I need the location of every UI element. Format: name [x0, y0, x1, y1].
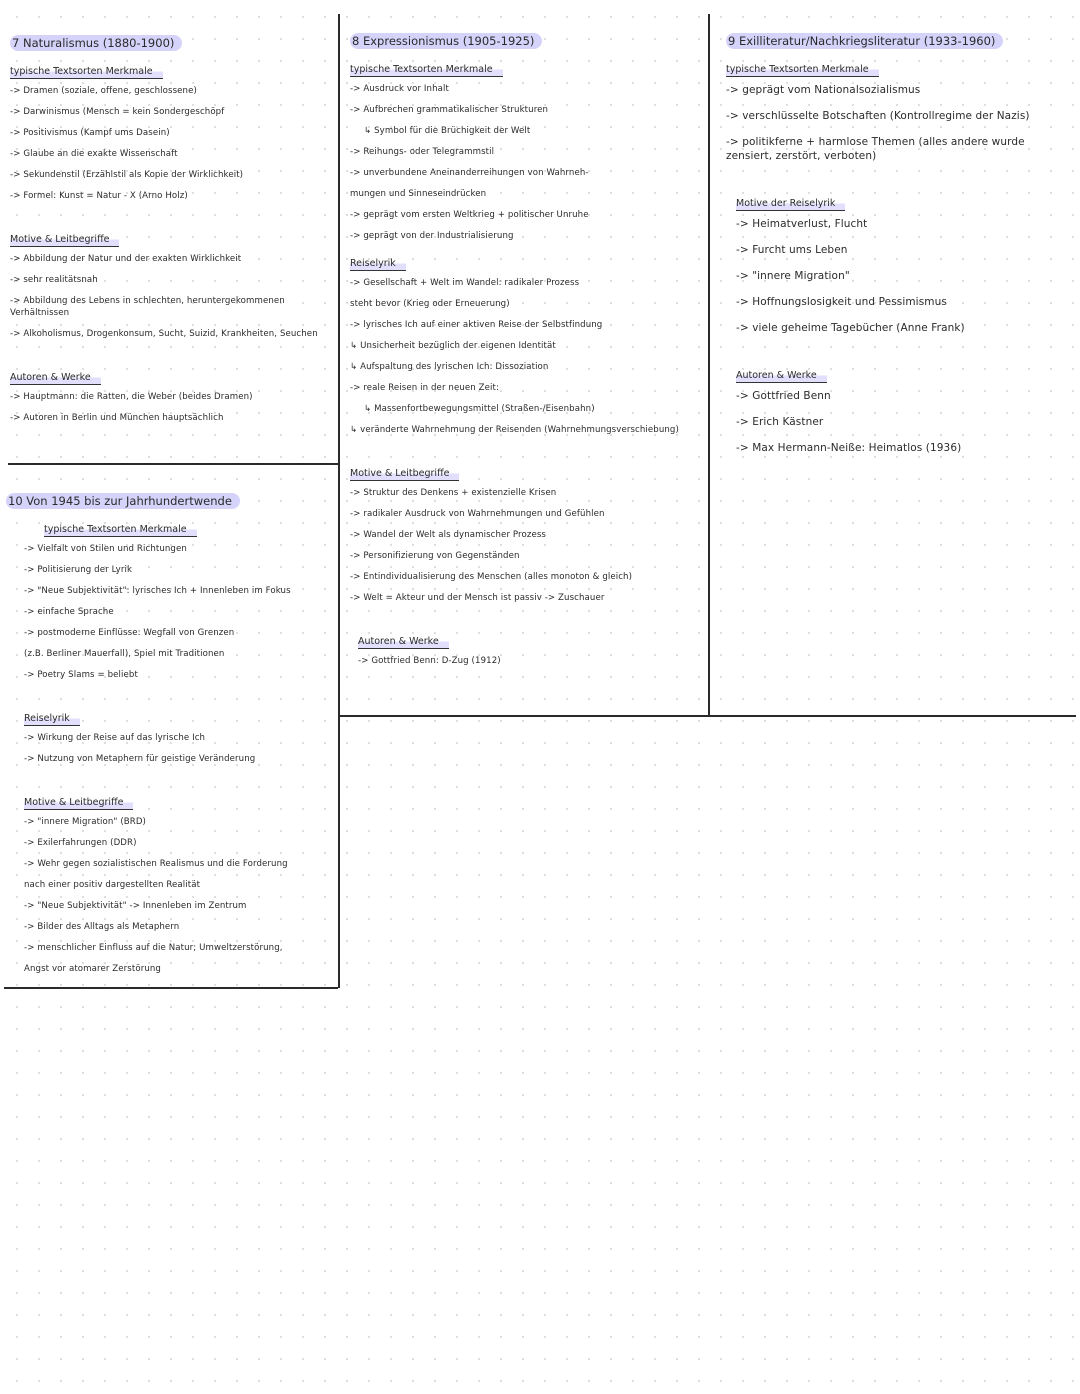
subheading-motive: Motive & Leitbegriffe [10, 234, 119, 247]
list-item: -> Wirkung der Reise auf das lyrische Ich [24, 733, 206, 743]
list-item: ↳ Massenfortbewegungsmittel (Straßen-/Eisenbahn) [364, 404, 595, 414]
list-item: -> menschlicher Einfluss auf die Natur; Umweltzerstörung, [24, 943, 283, 953]
list-item: ↳ Unsicherheit bezüglich der eigenen Identität [350, 341, 556, 351]
list-item: -> Poetry Slams = beliebt [24, 670, 138, 680]
list-item: (z.B. Berliner Mauerfall), Spiel mit Traditionen [24, 649, 225, 659]
subheading-motive: Motive der Reiselyrik [736, 198, 845, 211]
divider-col1-col2 [338, 14, 340, 988]
list-item: mungen und Sinneseindrücken [350, 189, 487, 199]
list-item: -> Abbildung der Natur und der exakten Wirklichkeit [10, 254, 242, 264]
list-item: -> Gottfried Benn [736, 390, 831, 402]
list-item: -> reale Reisen in der neuen Zeit: [350, 383, 499, 393]
list-item: -> politikferne + harmlose Themen (alles andere wurde zensiert, zerstört, verboten) [726, 136, 1025, 162]
list-item: -> Positivismus (Kampf ums Dasein) [10, 128, 170, 138]
subheading-motive: Motive & Leitbegriffe [24, 797, 133, 810]
list-item: -> Wandel der Welt als dynamischer Prozess [350, 530, 546, 540]
list-item: -> Hauptmann: die Ratten, die Weber (beides Dramen) [10, 392, 253, 402]
list-item: -> Autoren in Berlin und München hauptsächlich [10, 413, 224, 423]
list-item: -> Wehr gegen sozialistischen Realismus und die Forderung [24, 859, 288, 869]
list-item: -> Politisierung der Lyrik [24, 565, 133, 575]
subheading-merkmale: typische Textsorten Merkmale [44, 524, 197, 537]
section-heading: 7 Naturalismus (1880-1900) [10, 35, 182, 51]
subheading-merkmale: typische Textsorten Merkmale [350, 64, 503, 77]
list-item: -> Sekundenstil (Erzählstil als Kopie der Wirklichkeit) [10, 170, 244, 180]
list-item: -> Alkoholismus, Drogenkonsum, Sucht, Suizid, Krankheiten, Seuchen [10, 329, 318, 339]
list-item: -> Abbildung des Lebens in schlechten, heruntergekommenen Verhältnissen [10, 296, 285, 318]
list-item: -> Furcht ums Leben [736, 244, 848, 256]
section-expressionismus [350, 30, 702, 676]
list-item: Angst vor atomarer Zerstörung [24, 964, 161, 974]
list-item: -> geprägt vom Nationalsozialismus [726, 84, 921, 96]
section-heading: 10 Von 1945 bis zur Jahrhundertwende [6, 493, 240, 509]
subheading-motive: Motive & Leitbegriffe [350, 468, 459, 481]
list-item: -> "Neue Subjektivität": lyrisches Ich + Innenleben im Fokus [24, 586, 291, 596]
list-item: -> Ausdruck vor Inhalt [350, 84, 449, 94]
list-item: -> Bilder des Alltags als Metaphern [24, 922, 180, 932]
list-item: -> "innere Migration" [736, 270, 850, 282]
list-item: ↳ veränderte Wahrnehmung der Reisenden (Wahrnehmungsverschiebung) [350, 425, 679, 435]
subheading-autoren: Autoren & Werke [358, 636, 449, 649]
list-item: -> lyrisches Ich auf einer aktiven Reise der Selbstfindung [350, 320, 603, 330]
list-item: -> Entindividualisierung des Menschen (alles monoton & gleich) [350, 572, 633, 582]
list-item: -> verschlüsselte Botschaften (Kontrollregime der Nazis) [726, 110, 1030, 122]
list-item: -> Gesellschaft + Welt im Wandel: radikaler Prozess [350, 278, 580, 288]
subheading-autoren: Autoren & Werke [10, 372, 101, 385]
list-item: nach einer positiv dargestellten Realität [24, 880, 201, 890]
list-item: -> Exilerfahrungen (DDR) [24, 838, 137, 848]
list-item: -> Formel: Kunst = Natur - X (Arno Holz) [10, 191, 188, 201]
subheading-merkmale: typische Textsorten Merkmale [726, 64, 879, 77]
list-item: -> radikaler Ausdruck von Wahrnehmungen und Gefühlen [350, 509, 605, 519]
section-nachkrieg-1945 [6, 490, 332, 984]
list-item: -> viele geheime Tagebücher (Anne Frank) [736, 322, 965, 334]
list-item: -> geprägt von der Industrialisierung [350, 231, 514, 241]
divider-col1-bottom [4, 987, 338, 989]
subheading-merkmale: typische Textsorten Merkmale [10, 66, 163, 79]
list-item: -> Aufbrechen grammatikalischer Strukturen [350, 105, 549, 115]
section-exilliteratur [726, 30, 1072, 467]
list-item: -> Erich Kästner [736, 416, 824, 428]
list-item: -> geprägt vom ersten Weltkrieg + politischer Unruhe [350, 210, 589, 220]
divider-col2-col3 [708, 14, 710, 716]
section-naturalismus [10, 32, 332, 433]
list-item: -> "Neue Subjektivität" -> Innenleben im Zentrum [24, 901, 247, 911]
section-heading: 9 Exilliteratur/Nachkriegsliteratur (1933-1960) [726, 33, 1003, 49]
subheading-reiselyrik: Reiselyrik [24, 713, 80, 726]
list-item: -> Welt = Akteur und der Mensch ist passiv -> Zuschauer [350, 593, 605, 603]
list-item: -> Darwinismus (Mensch = kein Sondergeschöpf [10, 107, 225, 117]
list-item: -> Hoffnungslosigkeit und Pessimismus [736, 296, 947, 308]
list-item: ↳ Aufspaltung des lyrischen Ich: Dissoziation [350, 362, 549, 372]
section-heading: 8 Expressionismus (1905-1925) [350, 33, 542, 49]
list-item: -> "innere Migration" (BRD) [24, 817, 147, 827]
list-item: -> Max Hermann-Neiße: Heimatlos (1936) [736, 442, 962, 454]
list-item: -> Reihungs- oder Telegrammstil [350, 147, 495, 157]
divider-col2-bottom [340, 715, 1076, 717]
list-item: -> sehr realitätsnah [10, 275, 98, 285]
list-item: -> unverbundene Aneinanderreihungen von Wahrneh- [350, 168, 589, 178]
list-item: -> Personifizierung von Gegenständen [350, 551, 520, 561]
list-item: -> Nutzung von Metaphern für geistige Veränderung [24, 754, 256, 764]
list-item: -> Glaube an die exakte Wissenschaft [10, 149, 178, 159]
list-item: -> einfache Sprache [24, 607, 114, 617]
subheading-autoren: Autoren & Werke [736, 370, 827, 383]
list-item: -> Heimatverlust, Flucht [736, 218, 868, 230]
list-item: -> Struktur des Denkens + existenzielle Krisen [350, 488, 557, 498]
subheading-reiselyrik: Reiselyrik [350, 258, 406, 271]
list-item: -> postmoderne Einflüsse: Wegfall von Grenzen [24, 628, 235, 638]
divider-col1-horizontal [8, 463, 338, 465]
list-item: ↳ Symbol für die Brüchigkeit der Welt [364, 126, 531, 136]
list-item: -> Vielfalt von Stilen und Richtungen [24, 544, 187, 554]
list-item: steht bevor (Krieg oder Erneuerung) [350, 299, 510, 309]
list-item: -> Dramen (soziale, offene, geschlossene) [10, 86, 197, 96]
list-item: -> Gottfried Benn: D-Zug (1912) [358, 656, 501, 666]
